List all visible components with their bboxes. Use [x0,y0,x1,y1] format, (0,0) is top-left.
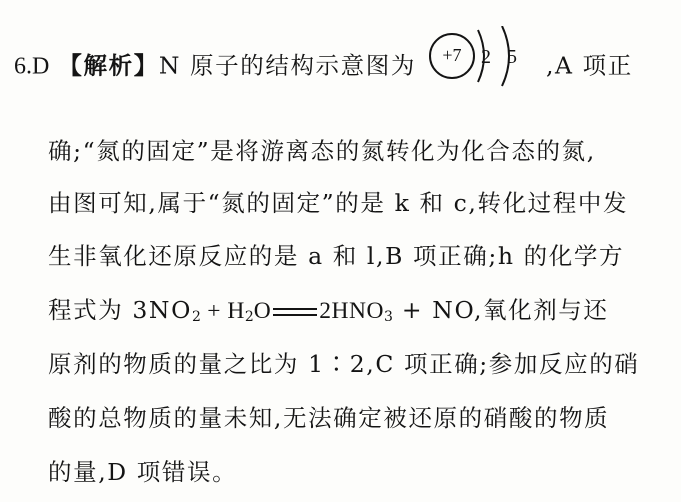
after-diagram-text: ,A 项正 [545,51,633,80]
subscript-2: 2 [244,309,254,325]
explanation-line-6: 原剂的物质的量之比为 1∶2,C 项正确;参加反应的硝 [48,350,640,378]
equals-sign-icon [273,308,317,316]
analysis-tag: 【解析】 [58,51,159,80]
explanation-line-3: 由图可知,属于“氮的固定”的是 k 和 c,转化过程中发 [48,189,629,217]
equation-lead: 程式为 3NO [48,296,192,324]
subscript-1: 2 [191,309,201,325]
explanation-line-8: 的量,D 项错误。 [48,458,238,486]
shell-1-electrons: 2 [480,46,491,68]
explanation-line-7: 酸的总物质的量未知,无法确定被还原的硝酸的物质 [48,404,610,432]
equation-line [48,296,681,325]
equation-o: O [253,298,272,324]
explanation-line-4: 生非氧化还原反应的是 a 和 l,B 项正确;h 的化学方 [48,242,625,270]
atom-structure-diagram [418,26,544,88]
answer-letter: D [32,53,50,80]
explanation-line-1 [14,46,681,88]
question-number: 6. [14,53,32,80]
subscript-3: 3 [383,309,393,325]
intro-text: N 原子的结构示意图为 [158,51,416,80]
shell-2-electrons: 5 [506,46,517,68]
equation-tail: + NO,氧化剂与还 [392,296,609,324]
equation-plus-h: + H [200,298,245,324]
equation-rhs: 2HNO [319,298,384,324]
explanation-line-2: 确;“氮的固定”是将游离态的氮转化为化合态的氮, [48,137,596,165]
nucleus-charge: +7 [442,45,462,65]
